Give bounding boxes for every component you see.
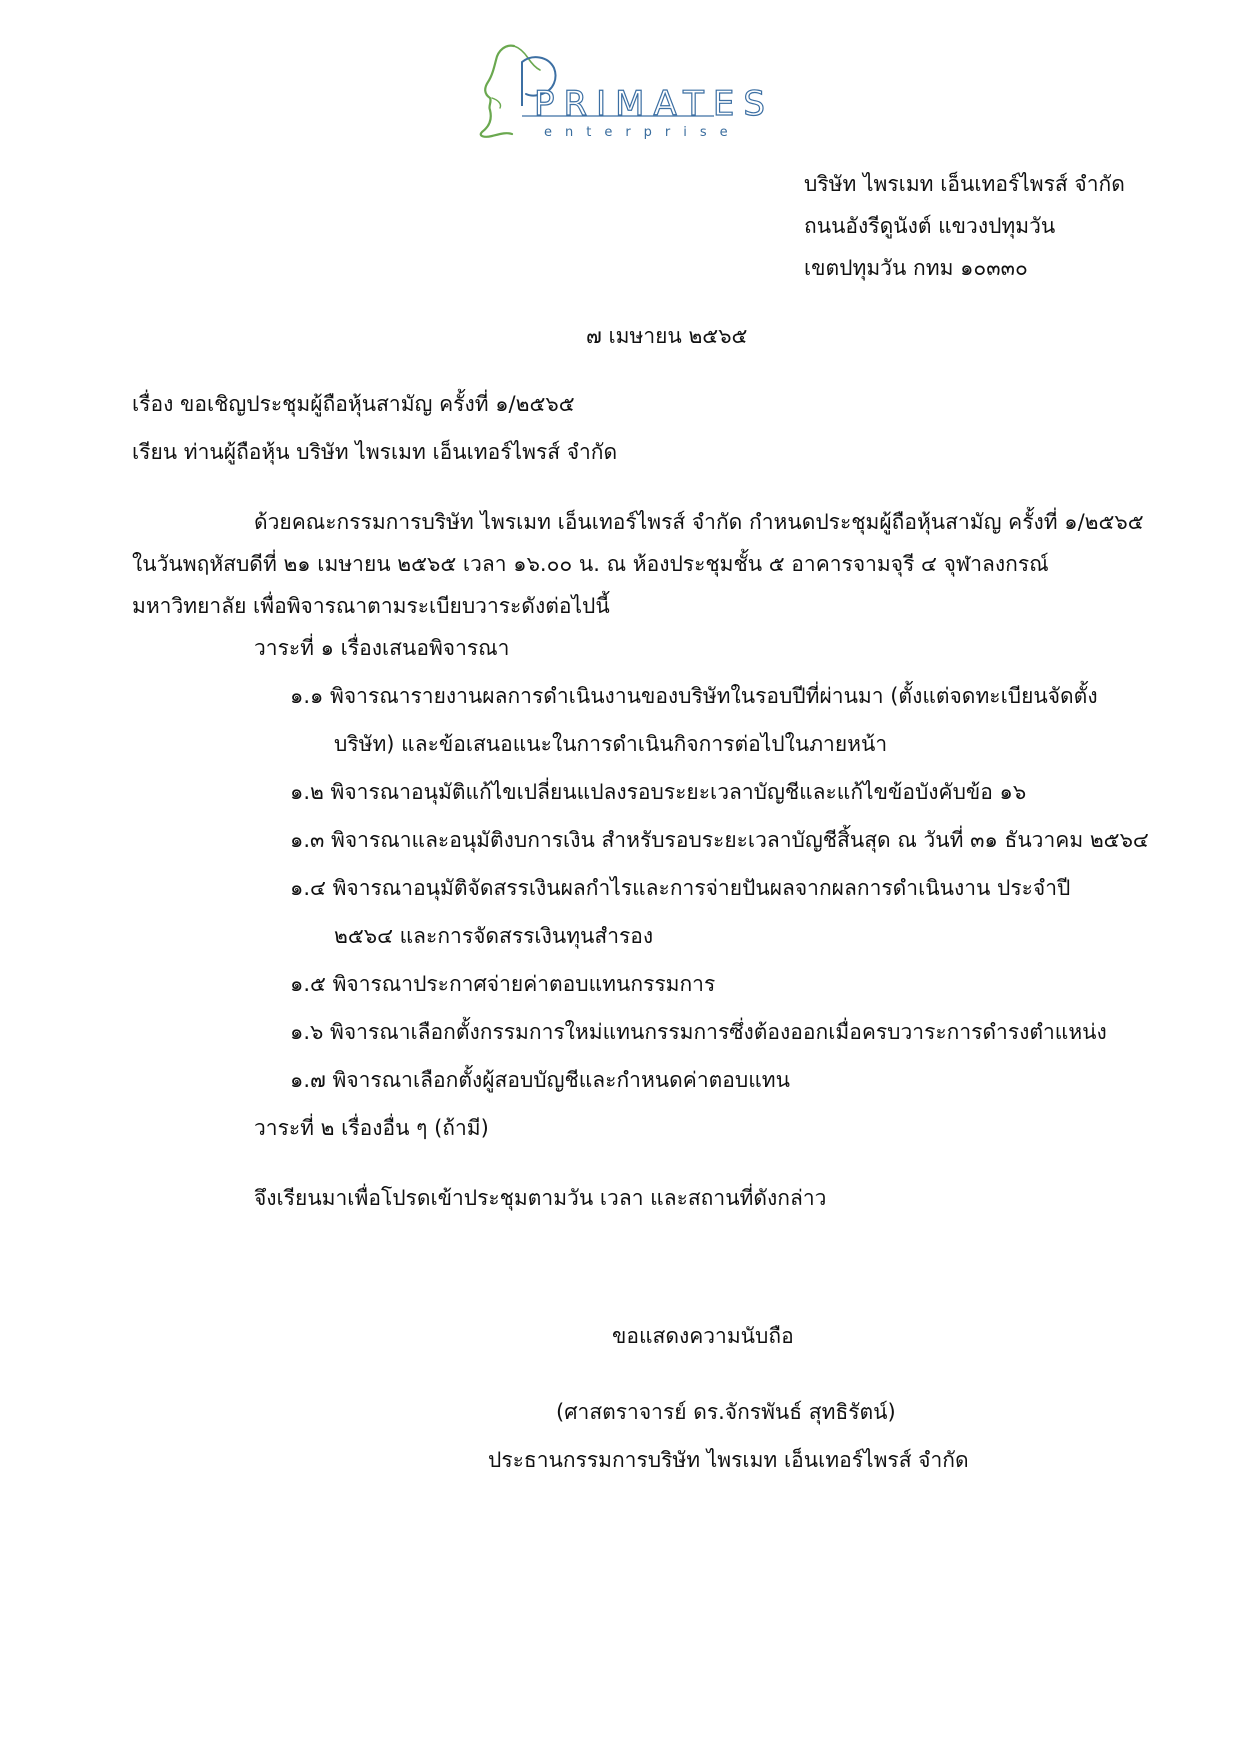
body-line-1: ด้วยคณะกรรมการบริษัท ไพรเมท เอ็นเทอร์ไพรส์ จำกัด กำหนดประชุมผู้ถือหุ้นสามัญ ครั้งที่ ๑/๒๕๖๕ [254,510,1144,534]
signer-title: ประธานกรรมการบริษัท ไพรเมท เอ็นเทอร์ไพรส์ จำกัด [488,1448,969,1472]
agenda-item-1-1: ๑.๑ พิจารณารายงานผลการดำเนินงานของบริษัทในรอบปีที่ผ่านมา (ตั้งแต่จดทะเบียนจัดตั้ง [290,684,1098,708]
sender-address-line-2: ถนนอังรีดูนังต์ แขวงปทุมวัน [804,214,1056,238]
body-line-2: ในวันพฤหัสบดีที่ ๒๑ เมษายน ๒๕๖๕ เวลา ๑๖.๐๐ น. ณ ห้องประชุมชั้น ๕ อาคารจามจุรี ๔ จุฬาลงกรณ์ [132,552,1049,576]
sender-address-line-1: บริษัท ไพรเมท เอ็นเทอร์ไพรส์ จำกัด [804,172,1125,196]
agenda-item-1-7: ๑.๗ พิจารณาเลือกตั้งผู้สอบบัญชีและกำหนดค่าตอบแทน [290,1068,790,1092]
agenda-item-1-4: ๑.๔ พิจารณาอนุมัติจัดสรรเงินผลกำไรและการจ่ายปันผลจากผลการดำเนินงาน ประจำปี [290,876,1071,900]
logo-wordmark: PRIMATES [534,84,774,124]
agenda-item-1-5: ๑.๕ พิจารณาประกาศจ่ายค่าตอบแทนกรรมการ [290,972,716,996]
agenda-item-1-2: ๑.๒ พิจารณาอนุมัติแก้ไขเปลี่ยนแปลงรอบระยะเวลาบัญชีและแก้ไขข้อบังคับข้อ ๑๖ [290,780,1027,804]
agenda-item-1-6: ๑.๖ พิจารณาเลือกตั้งกรรมการใหม่แทนกรรมการซึ่งต้องออกเมื่อครบวาระการดำรงตำแหน่ง [290,1020,1107,1044]
letter-recipient: เรียน ท่านผู้ถือหุ้น บริษัท ไพรเมท เอ็นเทอร์ไพรส์ จำกัด [132,440,618,464]
agenda-item-1-3: ๑.๓ พิจารณาและอนุมัติงบการเงิน สำหรับรอบระยะเวลาบัญชีสิ้นสุด ณ วันที่ ๓๑ ธันวาคม ๒๕๖๔ [290,828,1149,852]
agenda-item-2-heading: วาระที่ ๒ เรื่องอื่น ๆ (ถ้ามี) [254,1116,489,1140]
agenda-item-1-4-cont: ๒๕๖๔ และการจัดสรรเงินทุนสำรอง [334,924,654,948]
company-logo [478,40,774,152]
signer-name: (ศาสตราจารย์ ดร.จักรพันธ์ สุทธิรัตน์) [556,1400,896,1424]
logo-subtitle: enterprise [544,125,741,140]
sender-address-line-3: เขตปทุมวัน กทม ๑๐๓๓๐ [804,256,1028,280]
sign-off: ขอแสดงความนับถือ [612,1324,794,1348]
body-line-3: มหาวิทยาลัย เพื่อพิจารณาตามระเบียบวาระดังต่อไปนี้ [132,594,610,618]
letter-subject: เรื่อง ขอเชิญประชุมผู้ถือหุ้นสามัญ ครั้งที่ ๑/๒๕๖๕ [132,392,575,416]
letter-date: ๗ เมษายน ๒๕๖๕ [586,324,748,348]
agenda-item-1-heading: วาระที่ ๑ เรื่องเสนอพิจารณา [254,636,510,660]
closing-line: จึงเรียนมาเพื่อโปรดเข้าประชุมตามวัน เวลา และสถานที่ดังกล่าว [254,1186,827,1210]
agenda-item-1-1-cont: บริษัท) และข้อเสนอแนะในการดำเนินกิจการต่อไปในภายหน้า [334,732,888,756]
